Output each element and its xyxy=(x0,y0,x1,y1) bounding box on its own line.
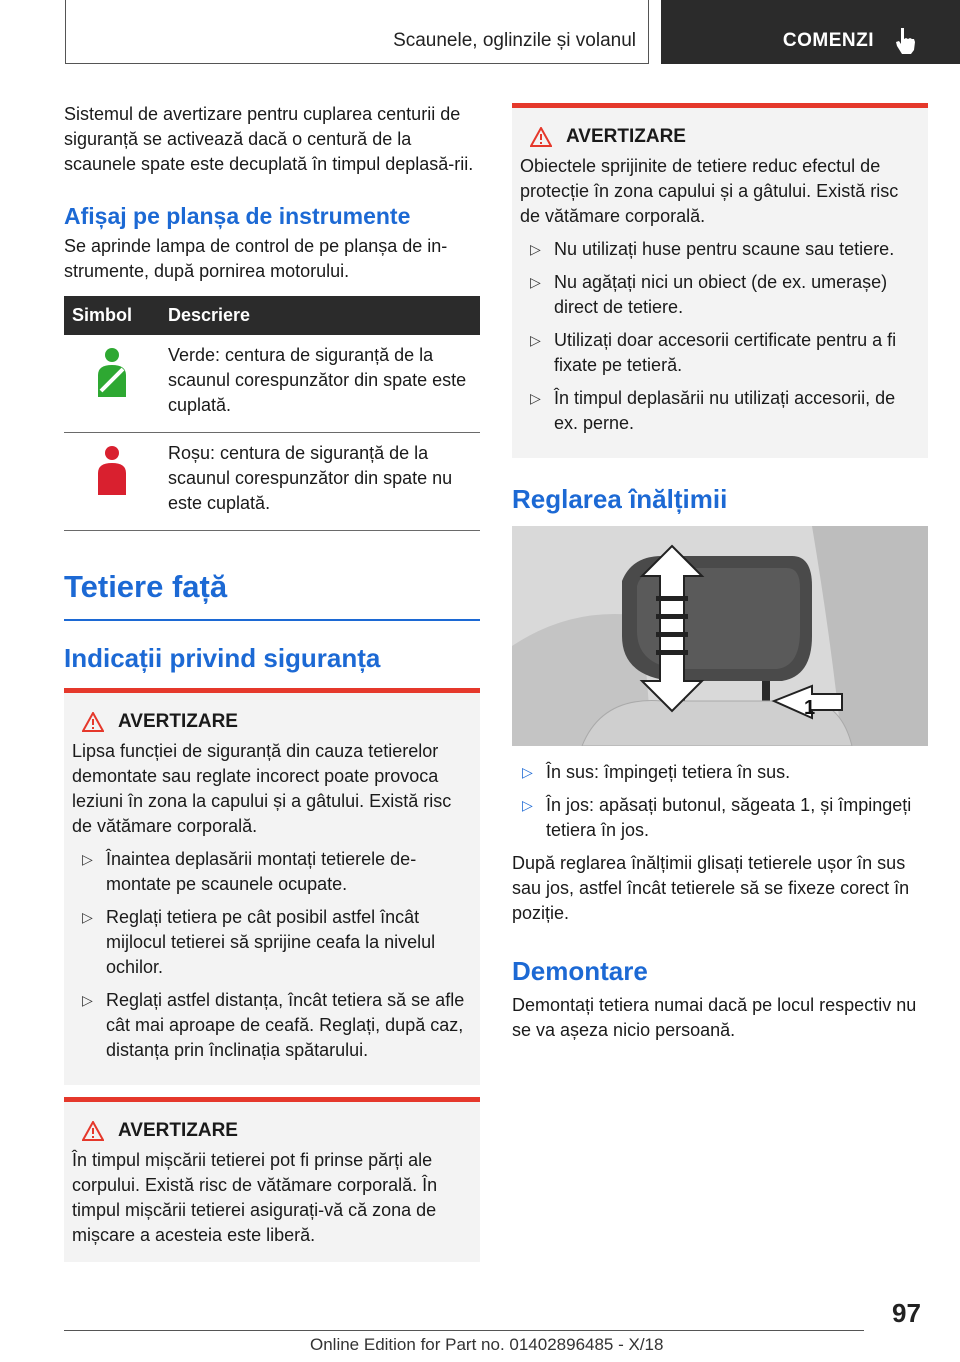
symbol-table xyxy=(64,296,480,531)
list-item: ▷ Nu utilizați huse pentru scaune sau tetiere. xyxy=(520,237,920,262)
row-description: Verde: centura de siguranță de la scaunul corespunzător din spate este cuplată. xyxy=(160,335,480,433)
table-header-symbol: Simbol xyxy=(64,296,160,335)
figure-callout-number: 1 xyxy=(804,697,816,719)
pointing-hand-icon xyxy=(893,26,919,56)
row-description: Roșu: centura de siguranță de la scaunul corespunzător din spate nu este cuplată. xyxy=(160,433,480,531)
warning-title: AVERTIZARE xyxy=(118,1120,238,1141)
warning-box xyxy=(64,688,480,1085)
warning-text: În timpul mișcării tetierei pot fi prinse părți ale corpului. Există risc de vătămare corporală. În timpul mișcării tetierei asigurați-vă că zona de mișcare a acesteia este liberă. xyxy=(72,1150,438,1245)
intro-paragraph: Sistemul de avertizare pentru cuplarea centurii de siguranță se activează dacă o centură de la scaunele spate este decuplată în timpul deplasă-rii. xyxy=(64,104,474,174)
triangle-bullet-icon: ▷ xyxy=(522,764,533,780)
safety-heading: Indicații privind siguranța xyxy=(64,643,381,673)
warning-triangle-icon xyxy=(530,127,552,147)
warning-title: AVERTIZARE xyxy=(566,126,686,147)
warning-triangle-icon xyxy=(82,712,104,732)
table-row xyxy=(64,433,480,531)
right-column xyxy=(512,103,928,515)
main-heading: Tetiere față xyxy=(64,569,228,604)
warning-text: Lipsa funcției de siguranță din cauza tetierelor demontate sau reglate incorect poate provoca leziuni în zona la capului și a gâtului. Există risc de vătămare corporală. xyxy=(72,741,452,836)
list-item: ▷ Înaintea deplasării montați tetierele de-montate pe scaunele ocupate. xyxy=(82,849,417,894)
warning-title: AVERTIZARE xyxy=(118,711,238,732)
triangle-bullet-icon: ▷ xyxy=(82,992,93,1008)
list-item: ▷ În jos: apăsați butonul, săgeata 1, și împingeți tetiera în jos. xyxy=(522,795,912,840)
triangle-bullet-icon: ▷ xyxy=(530,241,541,257)
table-header-description: Descriere xyxy=(160,296,480,335)
display-paragraph: Se aprinde lampa de control de pe planșa de in-strumente, după pornirea motorului. xyxy=(64,236,448,281)
list-item: ▷ Nu agățați nici un obiect (de ex. umerașe) direct de tetiere. xyxy=(530,272,888,317)
footer-rule xyxy=(64,1330,864,1331)
triangle-bullet-icon: ▷ xyxy=(522,797,533,813)
warning-text: Obiectele sprijinite de tetiere reduc efectul de protecție în zona capului și a gâtului. Există risc de vătămare corporală. xyxy=(520,156,899,226)
display-heading: Afișaj pe planșa de instrumente xyxy=(64,203,411,229)
height-heading: Reglarea înălțimii xyxy=(512,484,728,514)
chapter-label: COMENZI xyxy=(782,30,874,51)
triangle-bullet-icon: ▷ xyxy=(530,274,541,290)
headrest-height-figure xyxy=(512,526,928,746)
edition-note: Online Edition for Part no. 01402896485 - X/18 xyxy=(310,1335,664,1354)
section-title: Scaunele, oglinzile și volanul xyxy=(393,30,636,51)
triangle-bullet-icon: ▷ xyxy=(82,909,93,925)
list-item: ▷ Reglați astfel distanța, încât tetiera să se afle cât mai aproape de ceafă. Reglați, după caz, distanța prin înclinația spătarului. xyxy=(82,990,465,1060)
table-row xyxy=(64,335,480,433)
removal-paragraph: Demontați tetiera numai dacă pe locul respectiv nu se va așeza nicio persoană. xyxy=(512,995,917,1040)
warning-box xyxy=(64,1097,480,1262)
triangle-bullet-icon: ▷ xyxy=(82,851,93,867)
list-item: ▷ În sus: împingeți tetiera în sus. xyxy=(512,760,928,785)
warning-box xyxy=(512,103,928,458)
list-item: ▷ În timpul deplasării nu utilizați accesorii, de ex. perne. xyxy=(530,388,896,433)
removal-heading: Demontare xyxy=(512,956,648,986)
height-paragraph: După reglarea înălțimii glisați tetierele ușor în sus sau jos, astfel încât tetierele să se fixeze corect în poziție. xyxy=(512,853,910,923)
triangle-bullet-icon: ▷ xyxy=(530,332,541,348)
triangle-bullet-icon: ▷ xyxy=(530,390,541,406)
seatbelt-buckled-icon xyxy=(95,347,129,399)
page-number: 97 xyxy=(892,1298,921,1328)
right-column-lower xyxy=(512,760,928,1043)
warning-triangle-icon xyxy=(82,1121,104,1141)
list-item: ▷ Utilizați doar accesorii certificate pentru a fi fixate pe tetieră. xyxy=(530,330,897,375)
seatbelt-unbuckled-icon xyxy=(95,445,129,497)
heading-rule xyxy=(64,619,480,621)
left-column xyxy=(64,102,480,1262)
list-item: ▷ Reglați tetiera pe cât posibil astfel încât mijlocul tetierei să sprijine ceafa la nivelul ochilor. xyxy=(82,907,436,977)
